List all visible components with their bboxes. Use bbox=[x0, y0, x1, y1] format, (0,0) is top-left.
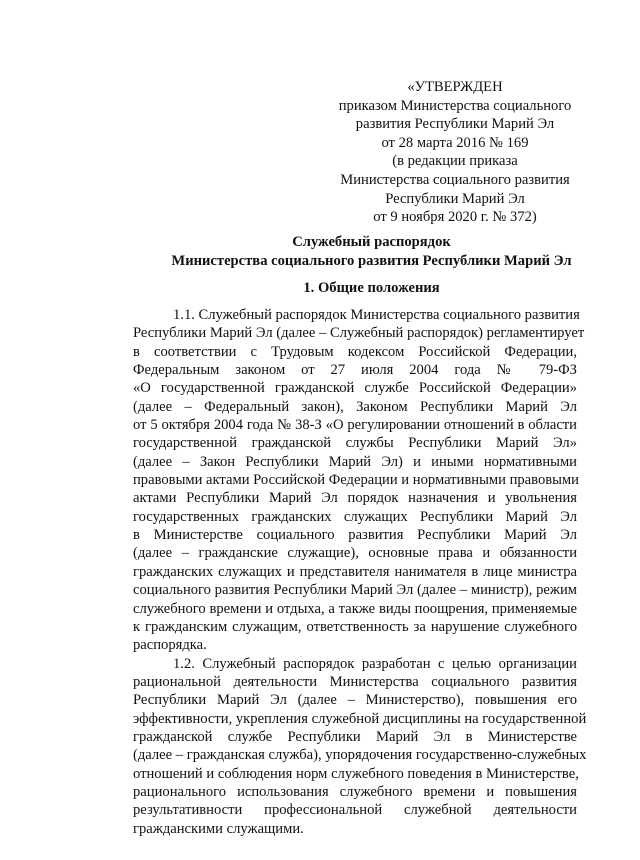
text-line: актами Республики Марий Эл порядок назначения и увольнения bbox=[133, 490, 577, 507]
text-line: 1.2. Служебный распорядок разработан с целью организации bbox=[173, 655, 577, 672]
text-line: (далее – гражданская служба), упорядочения государственно-служебных bbox=[133, 747, 587, 764]
approval-line: «УТВЕРЖДЕН bbox=[407, 79, 503, 95]
text-line: результативности профессиональной служебной деятельности bbox=[133, 802, 577, 819]
text-line: (далее – гражданские служащие), основные права и обязанности bbox=[133, 545, 577, 562]
text-line: гражданских служащих и представителя нанимателя в лице министра bbox=[133, 563, 577, 580]
text-line: гражданскими служащими. bbox=[133, 820, 304, 837]
approval-line: Республики Марий Эл bbox=[385, 190, 525, 207]
text-line: Федеральным законом от 27 июля 2004 года № 79-ФЗ bbox=[133, 362, 577, 379]
text-line: государственной гражданской службы Республики Марий Эл» bbox=[133, 435, 577, 452]
approval-line: Министерства социального развития bbox=[340, 171, 570, 188]
text-line: социального развития Республики Марий Эл (далее – министр), режим bbox=[133, 582, 577, 599]
text-line: рациональной деятельности Министерства социального развития bbox=[133, 673, 577, 690]
approval-line: от 28 марта 2016 № 169 bbox=[381, 134, 529, 151]
paragraph-1-2 bbox=[133, 655, 587, 838]
text-line: от 5 октября 2004 года № 38-З «О регулировании отношений в области bbox=[133, 417, 577, 434]
text-line: правовыми актами Российской Федерации и нормативными правовыми bbox=[133, 472, 579, 489]
approval-line: от 9 ноября 2020 г. № 372) bbox=[373, 209, 537, 226]
document-title-line: Министерства социального развития Республики Марий Эл bbox=[171, 253, 572, 269]
paragraph-1-1 bbox=[133, 306, 585, 655]
text-line: (далее – Закон Республики Марий Эл) и иными нормативными bbox=[133, 453, 577, 470]
text-line: отношений и соблюдения норм служебного поведения в Министерстве, bbox=[133, 765, 579, 782]
text-line: распорядка. bbox=[133, 637, 207, 654]
approval-line: развития Республики Марий Эл bbox=[355, 116, 555, 133]
text-line: 1.1. Служебный распорядок Министерства социального развития bbox=[173, 307, 580, 323]
text-line: рационального использования служебного времени и повышения bbox=[133, 783, 577, 800]
text-line: в соответствии с Трудовым кодексом Российской Федерации, bbox=[133, 343, 577, 360]
text-line: (далее – Федеральный закон), Законом Республики Марий Эл bbox=[133, 398, 577, 415]
text-line: эффективности, укрепления служебной дисциплины на государственной bbox=[133, 710, 587, 727]
text-line: к гражданским служащим, ответственность за нарушение служебного bbox=[133, 618, 577, 635]
text-line: в Министерстве социального развития Республики Марий Эл bbox=[133, 527, 577, 544]
approval-line: приказом Министерства социального bbox=[338, 97, 572, 114]
document-title-line: Служебный распорядок bbox=[292, 234, 451, 250]
approval-stamp bbox=[330, 78, 580, 227]
text-line: служебного времени и отдыха, а также виды поощрения, применяемые bbox=[133, 600, 577, 617]
approval-line: (в редакции приказа bbox=[392, 153, 518, 170]
text-line: Республики Марий Эл (далее – Служебный распорядок) регламентирует bbox=[133, 325, 585, 342]
section-heading: 1. Общие положения bbox=[303, 280, 440, 296]
document-title bbox=[130, 233, 613, 271]
text-line: государственных гражданских служащих Республики Марий Эл bbox=[133, 508, 577, 525]
text-line: «О государственной гражданской службе Российской Федерации» bbox=[133, 380, 577, 397]
text-line: Республики Марий Эл (далее – Министерство), повышения его bbox=[133, 692, 577, 709]
body-text bbox=[133, 306, 587, 838]
text-line: гражданской службе Республики Марий Эл в Министерстве bbox=[133, 728, 577, 745]
